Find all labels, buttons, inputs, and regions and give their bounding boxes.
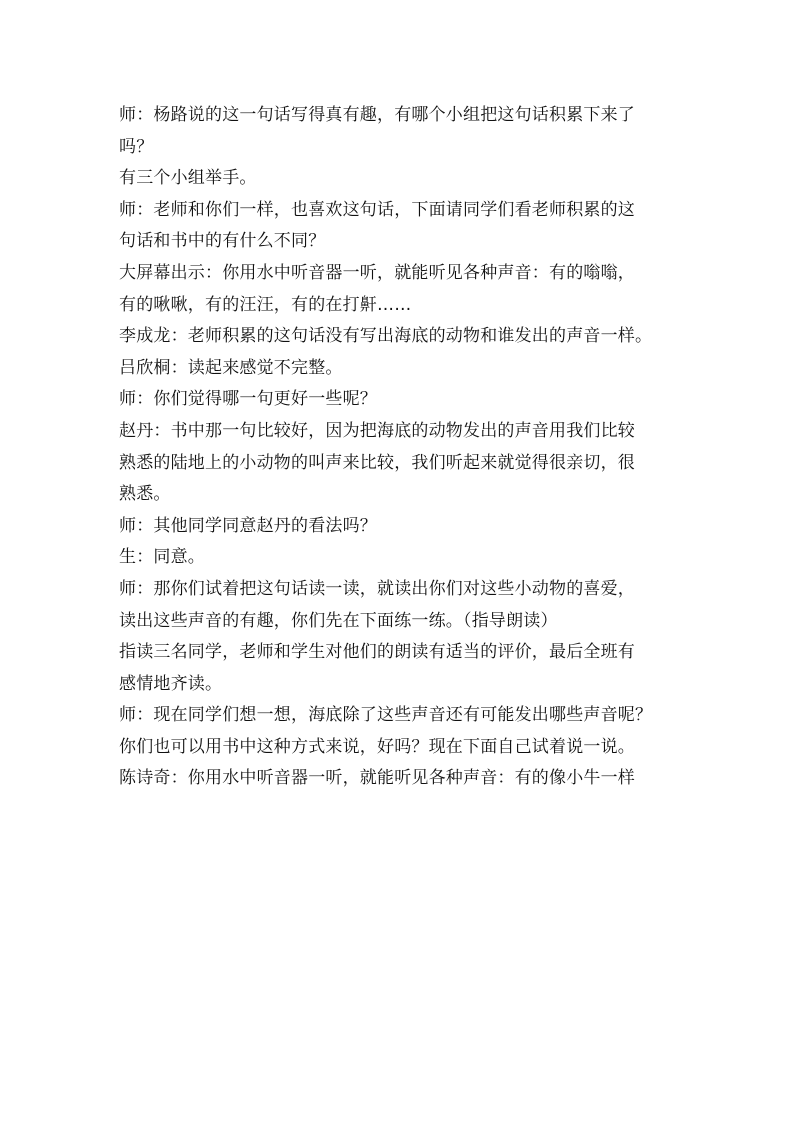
text-line: 你们也可以用书中这种方式来说，好吗？现在下面自己试着说一说。 [119, 736, 635, 757]
text-line: 师：老师和你们一样，也喜欢这句话，下面请同学们看老师积累的这 [119, 199, 635, 220]
text-line: 有三个小组举手。 [119, 168, 257, 189]
text-line: 师：现在同学们想一想，海底除了这些声音还有可能发出哪些声音呢？ [119, 705, 653, 726]
text-line: 句话和书中的有什么不同？ [119, 231, 326, 252]
text-line: 吕欣桐：读起来感觉不完整。 [119, 357, 343, 378]
text-line: 感情地齐读。 [119, 673, 223, 694]
text-line: 吗？ [119, 136, 154, 157]
text-line: 大屏幕出示：你用水中听音器一听，就能听见各种声音：有的嗡嗡， [119, 262, 635, 283]
text-line: 李成龙：老师积累的这句话没有写出海底的动物和谁发出的声音一样。 [119, 326, 653, 347]
text-line: 熟悉的陆地上的小动物的叫声来比较，我们听起来就觉得很亲切，很 [119, 452, 635, 473]
text-line: 生：同意。 [119, 547, 205, 568]
text-line: 师：那你们试着把这句话读一读，就读出你们对这些小动物的喜爱， [119, 578, 635, 599]
text-line: 师：你们觉得哪一句更好一些呢？ [119, 389, 377, 410]
text-line: 指读三名同学，老师和学生对他们的朗读有适当的评价，最后全班有 [119, 642, 635, 663]
text-line: 师：杨路说的这一句话写得真有趣，有哪个小组把这句话积累下来了 [119, 105, 635, 125]
text-line: 熟悉。 [119, 484, 171, 505]
document-body [119, 100, 689, 795]
text-line: 有的啾啾，有的汪汪，有的在打鼾…… [119, 294, 412, 315]
text-line: 师：其他同学同意赵丹的看法吗？ [119, 515, 377, 536]
text-line: 赵丹：书中那一句比较好，因为把海底的动物发出的声音用我们比较 [119, 420, 635, 441]
text-line: 读出这些声音的有趣，你们先在下面练一练。（指导朗读） [119, 610, 558, 631]
text-line: 陈诗奇：你用水中听音器一听，就能听见各种声音：有的像小牛一样 [119, 768, 635, 789]
